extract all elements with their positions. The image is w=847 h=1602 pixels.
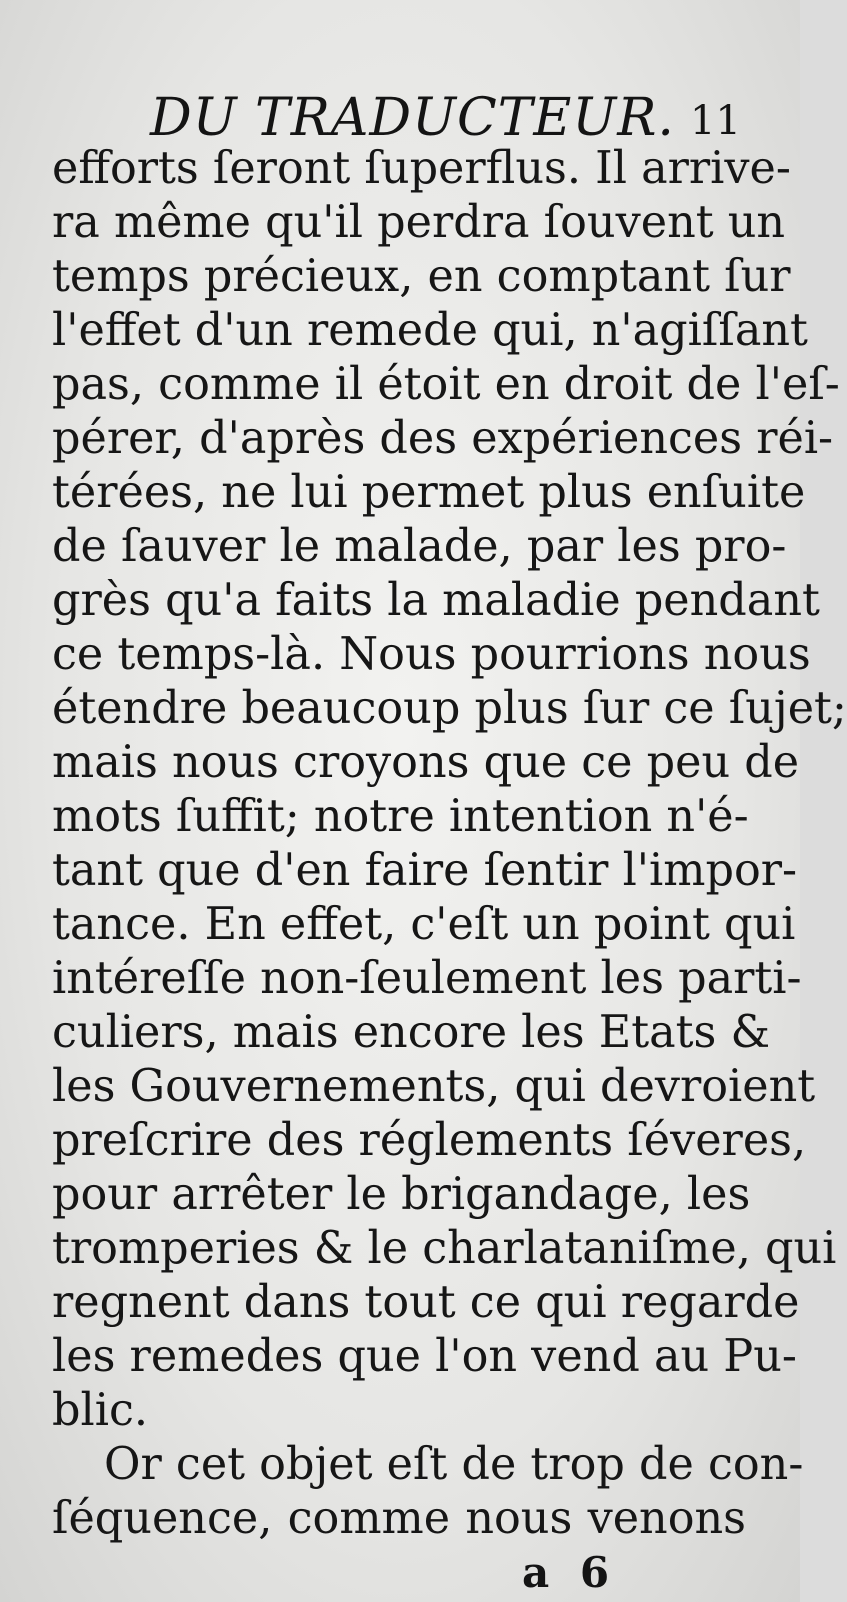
text-line: ce temps-là. Nous pourrions nous: [52, 629, 811, 680]
text-line: mots ſuffit; notre intention n'é-: [52, 791, 749, 842]
text-line: culiers, mais encore les Etats &: [52, 1007, 771, 1058]
text-line: tant que d'en faire ſentir l'impor-: [52, 845, 798, 896]
text-line: blic.: [52, 1385, 149, 1436]
text-line: tance. En effet, c'eſt un point qui: [52, 899, 796, 950]
running-header: DU TRADUCTEUR.: [150, 88, 675, 148]
text-line: les remedes que l'on vend au Pu-: [52, 1331, 797, 1382]
text-line: intéreſſe non-ſeulement les parti-: [52, 953, 802, 1004]
text-line: pas, comme il étoit en droit de l'eſ-: [52, 359, 840, 410]
text-line: regnent dans tout ce qui regarde: [52, 1277, 800, 1328]
text-line: mais nous croyons que ce peu de: [52, 737, 800, 788]
text-line: ſéquence, comme nous venons: [52, 1493, 746, 1544]
text-line: pour arrêter le brigandage, les: [52, 1169, 751, 1220]
paragraph-start-line: Or cet objet eſt de trop de con-: [104, 1439, 804, 1490]
text-line: de ſauver le malade, par les pro-: [52, 521, 787, 572]
text-line: térées, ne lui permet plus enſuite: [52, 467, 806, 518]
text-line: tromperies & le charlataniſme, qui: [52, 1223, 837, 1274]
text-line: étendre beaucoup plus ſur ce ſujet;: [52, 683, 847, 734]
text-line: pérer, d'après des expériences réi-: [52, 413, 834, 464]
text-line: preſcrire des réglements ſéveres,: [52, 1115, 807, 1166]
text-line: ra même qu'il perdra ſouvent un: [52, 197, 786, 248]
text-line: efforts ſeront ſuperflus. Il arrive-: [52, 143, 791, 194]
text-line: les Gouvernements, qui devroient: [52, 1061, 816, 1112]
text-line: temps précieux, en comptant ſur: [52, 251, 791, 302]
text-line: l'effet d'un remede qui, n'agiſſant: [52, 305, 808, 356]
page-number: 11: [690, 98, 741, 144]
signature-mark: a 6: [522, 1548, 618, 1597]
text-line: grès qu'a faits la maladie pendant: [52, 575, 820, 626]
